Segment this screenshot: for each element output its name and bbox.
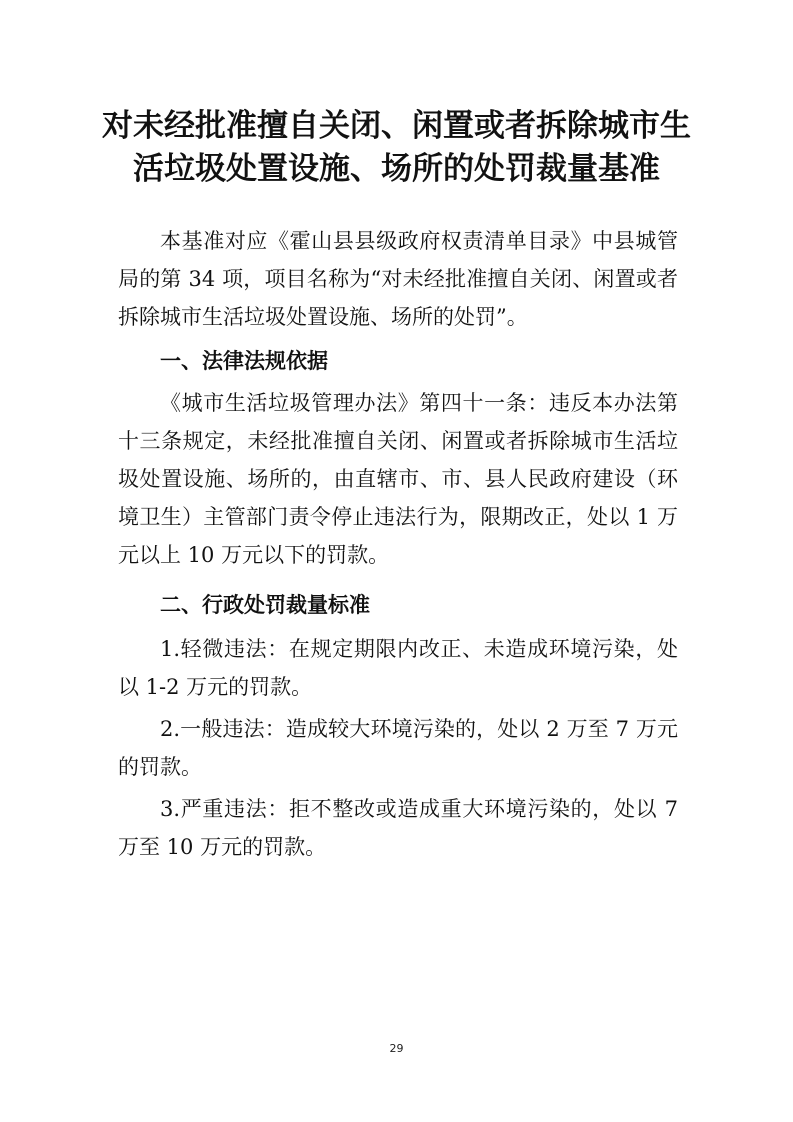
standard-item-serious: 3.严重违法：拒不整改或造成重大环境污染的，处以 7 万至 10 万元的罚款。 — [118, 797, 678, 859]
title-line-2: 活垃圾处置设施、场所的处罚裁量基准 — [133, 151, 660, 187]
intro-paragraph: 本基准对应《霍山县县级政府权责清单目录》中县城管局的第 34 项，项目名称为“对未经批准擅自关闭、闲置或者拆除城市生活垃圾处置设施、场所的处罚”。 — [118, 229, 678, 329]
legal-basis-paragraph: 《城市生活垃圾管理办法》第四十一条：违反本办法第十三条规定，未经批准擅自关闭、闲置或者拆除城市生活垃圾处置设施、场所的，由直辖市、市、县人民政府建设（环境卫生）主管部门责令停止违法行为，限期改正，处以 1 万元以上 10 万元以下的罚款。 — [118, 391, 678, 567]
standard-item-general: 2.一般违法：造成较大环境污染的，处以 2 万至 7 万元的罚款。 — [118, 717, 678, 779]
section-heading-legal-basis: 一、法律法规依据 — [160, 349, 328, 373]
document-title — [100, 105, 693, 191]
document-body — [118, 222, 678, 870]
section-heading-penalty-standards: 二、行政处罚裁量标准 — [160, 593, 370, 617]
standard-item-minor: 1.轻微违法：在规定期限内改正、未造成环境污染，处以 1-2 万元的罚款。 — [118, 637, 678, 699]
title-line-1: 对未经批准擅自关闭、闲置或者拆除城市生 — [102, 108, 691, 144]
page-number: 29 — [389, 1042, 404, 1055]
